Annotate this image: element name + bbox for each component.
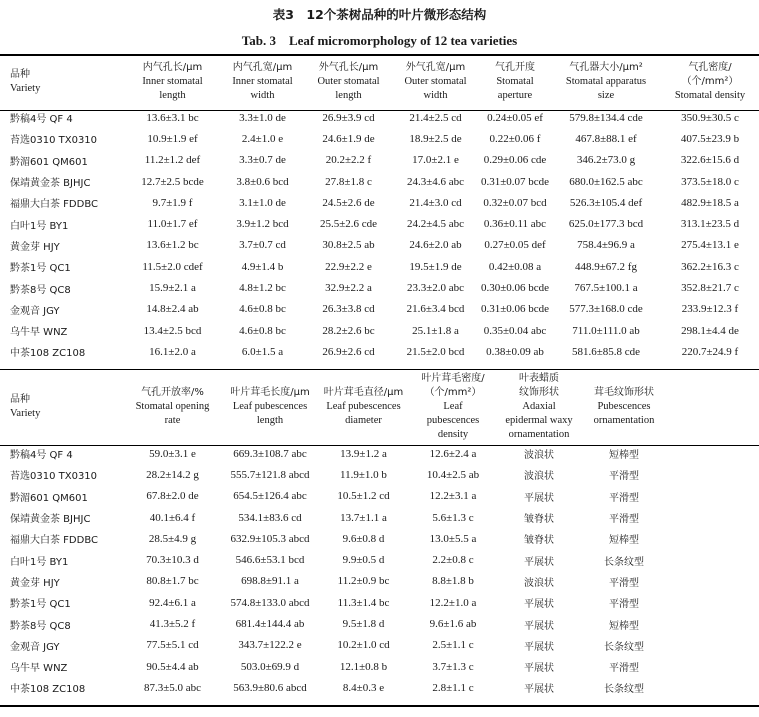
value-cell: 平滑型	[609, 514, 639, 526]
variety-cell: 苔选0310 TX0310	[10, 471, 98, 483]
table-row	[0, 128, 759, 149]
header-inner-stomatal-width: 内气孔宽/μm Inner stomatal width	[232, 61, 293, 101]
table-row	[0, 656, 759, 677]
table-row	[0, 571, 759, 592]
variety-cell: 黔茶8号 QC8	[10, 284, 71, 296]
value-cell: 10.2±1.0 cd	[337, 639, 390, 652]
value-cell: 32.9±2.2 a	[325, 282, 372, 295]
spacer-cell	[669, 486, 759, 507]
value-cell: 13.7±1.1 a	[340, 511, 387, 524]
value-cell: 13.0±5.5 a	[429, 532, 477, 545]
value-cell: 0.38±0.09 ab	[486, 345, 544, 358]
variety-cell: 保靖黄金茶 BJHJC	[10, 178, 91, 190]
table-row	[0, 507, 759, 528]
value-cell: 758.4±96.9 a	[577, 239, 635, 252]
spacer-cell	[669, 656, 759, 677]
spacer-cell	[669, 549, 759, 570]
value-cell: 波浪状	[524, 450, 554, 462]
value-cell: 14.8±2.4 ab	[146, 303, 199, 316]
value-cell: 6.0±1.5 a	[241, 345, 284, 358]
value-cell: 233.9±12.3 f	[681, 303, 739, 316]
value-cell: 0.27±0.05 def	[484, 239, 546, 252]
value-cell: 10.5±1.2 cd	[337, 490, 390, 503]
value-cell: 波浪状	[524, 577, 554, 589]
table-caption-cn: 表3 12个茶树品种的叶片微形态结构	[272, 7, 487, 22]
table-row	[0, 592, 759, 613]
value-cell: 625.0±177.3 bcd	[568, 218, 644, 231]
value-cell: 0.32±0.07 bcd	[483, 196, 547, 209]
header-variety: 品种 Variety	[10, 68, 41, 94]
value-cell: 25.5±2.6 cde	[319, 218, 378, 231]
value-cell: 长条纹型	[604, 641, 644, 653]
value-cell: 70.3±10.3 d	[146, 554, 199, 567]
value-cell: 11.2±0.9 bc	[337, 575, 390, 588]
value-cell: 563.9±80.6 abcd	[233, 681, 307, 694]
value-cell: 短棒型	[609, 535, 639, 547]
value-cell: 25.1±1.8 a	[412, 324, 459, 337]
value-cell: 362.2±16.3 c	[681, 260, 739, 273]
header-variety-2: 品种 Variety	[10, 394, 41, 419]
value-cell: 2.2±0.8 c	[432, 554, 474, 567]
value-cell: 17.0±2.1 e	[412, 154, 459, 167]
table-row	[0, 150, 759, 171]
value-cell: 343.7±122.2 e	[238, 639, 302, 652]
header-pubescence-density: 叶片茸毛密度/ （个/mm²） Leaf pubescences density	[421, 373, 485, 440]
value-cell: 平展状	[524, 663, 554, 675]
value-cell: 220.7±24.9 f	[681, 345, 739, 358]
table-row	[0, 443, 759, 464]
value-cell: 8.8±1.8 b	[432, 575, 474, 588]
value-cell: 26.9±3.9 cd	[322, 111, 375, 124]
value-cell: 0.29±0.06 cde	[483, 154, 547, 167]
value-cell: 579.8±134.4 cde	[569, 111, 643, 124]
stomatal-table-body	[0, 107, 759, 363]
value-cell: 22.9±2.2 e	[325, 260, 372, 273]
value-cell: 67.8±2.0 de	[146, 490, 199, 503]
table-row	[0, 235, 759, 256]
value-cell: 28.2±2.6 bc	[322, 324, 375, 337]
value-cell: 59.0±3.1 e	[149, 447, 196, 460]
table-row	[0, 549, 759, 570]
table-row	[0, 277, 759, 298]
value-cell: 0.31±0.06 bcde	[480, 303, 550, 316]
value-cell: 短棒型	[609, 450, 639, 462]
value-cell: 平展状	[524, 492, 554, 504]
value-cell: 13.4±2.5 bcd	[143, 324, 202, 337]
header-rule-2	[0, 445, 759, 446]
value-cell: 平滑型	[609, 471, 639, 483]
value-cell: 4.8±1.2 bc	[239, 282, 286, 295]
value-cell: 632.9±105.3 abcd	[230, 532, 310, 545]
value-cell: 503.0±69.9 d	[240, 660, 300, 673]
value-cell: 13.9±1.2 a	[340, 447, 387, 460]
value-cell: 448.9±67.2 fg	[575, 260, 637, 273]
value-cell: 皱脊状	[524, 535, 554, 547]
spacer-cell	[669, 464, 759, 485]
value-cell: 0.30±0.06 bcde	[480, 282, 550, 295]
header-stomatal-density: 气孔密度/ （个/mm²） Stomatal density	[674, 61, 746, 101]
value-cell: 28.2±14.2 g	[146, 468, 199, 481]
value-cell: 3.1±1.0 de	[239, 196, 286, 209]
header-pubescence-length: 叶片茸毛长度/μm Leaf pubescences length	[230, 387, 310, 426]
value-cell: 13.6±3.1 bc	[146, 111, 199, 124]
bottom-rule	[0, 705, 759, 707]
spacer-cell	[669, 507, 759, 528]
spacer-cell	[669, 571, 759, 592]
value-cell: 10.9±1.9 ef	[147, 132, 198, 145]
value-cell: 41.3±5.2 f	[149, 618, 196, 631]
value-cell: 30.8±2.5 ab	[322, 239, 375, 252]
header-waxy-ornamentation: 叶表蜡质 纹饰形状 Adaxial epidermal waxy ornamentation	[505, 373, 573, 440]
value-cell: 9.5±1.8 d	[342, 618, 385, 631]
variety-cell: 金观音 JGY	[10, 641, 60, 653]
value-cell: 12.7±2.5 bcde	[141, 175, 204, 188]
value-cell: 3.3±1.0 de	[239, 111, 286, 124]
value-cell: 322.6±15.6 d	[680, 154, 740, 167]
pubescence-table	[0, 371, 759, 699]
value-cell: 534.1±83.6 cd	[238, 511, 302, 524]
table-row	[0, 299, 759, 320]
value-cell: 4.6±0.8 bc	[239, 324, 286, 337]
variety-cell: 福鼎大白茶 FDDBC	[10, 199, 98, 211]
spacer-cell	[669, 635, 759, 656]
value-cell: 23.3±2.0 abc	[406, 282, 465, 295]
spacer-cell	[669, 677, 759, 698]
value-cell: 555.7±121.8 abcd	[230, 468, 310, 481]
table-row	[0, 635, 759, 656]
value-cell: 26.9±2.6 cd	[322, 345, 375, 358]
spacer-cell	[669, 592, 759, 613]
value-cell: 767.5±100.1 a	[574, 282, 638, 295]
value-cell: 平滑型	[609, 577, 639, 589]
variety-cell: 白叶1号 BY1	[10, 220, 69, 232]
variety-cell: 苔选0310 TX0310	[10, 135, 98, 147]
table-row	[0, 464, 759, 485]
value-cell: 680.0±162.5 abc	[569, 175, 643, 188]
value-cell: 长条纹型	[604, 684, 644, 696]
value-cell: 平展状	[524, 620, 554, 632]
value-cell: 346.2±73.0 g	[576, 154, 636, 167]
value-cell: 3.9±1.2 bcd	[236, 218, 289, 231]
value-cell: 711.0±111.0 ab	[572, 324, 640, 337]
value-cell: 654.5±126.4 abc	[233, 490, 307, 503]
value-cell: 12.6±2.4 a	[429, 447, 477, 460]
value-cell: 11.0±1.7 ef	[147, 218, 198, 231]
value-cell: 平展状	[524, 599, 554, 611]
value-cell: 90.5±4.4 ab	[146, 660, 199, 673]
table-row	[0, 677, 759, 698]
value-cell: 9.9±0.5 d	[342, 554, 385, 567]
variety-cell: 福鼎大白茶 FDDBC	[10, 535, 98, 547]
header-stomatal-aperture: 气孔开度 Stomatal aperture	[495, 61, 535, 101]
table-row	[0, 486, 759, 507]
value-cell: 0.22±0.06 f	[489, 132, 541, 145]
header-inner-stomatal-length: 内气孔长/μm Inner stomatal length	[142, 61, 203, 101]
middle-rule	[0, 369, 759, 370]
value-cell: 11.9±1.0 b	[340, 468, 387, 481]
value-cell: 8.4±0.3 e	[342, 681, 385, 694]
value-cell: 546.6±53.1 bcd	[235, 554, 305, 567]
variety-cell: 乌牛早 WNZ	[10, 327, 68, 339]
value-cell: 11.5±2.0 cdef	[142, 260, 203, 273]
value-cell: 24.6±2.0 ab	[409, 239, 462, 252]
variety-cell: 黔湄601 QM601	[10, 492, 88, 504]
value-cell: 21.4±3.0 cd	[409, 196, 462, 209]
value-cell: 12.1±0.8 b	[339, 660, 388, 673]
value-cell: 3.3±0.7 de	[239, 154, 286, 167]
variety-cell: 黔茶1号 QC1	[10, 263, 71, 275]
value-cell: 4.6±0.8 bc	[239, 303, 286, 316]
value-cell: 26.3±3.8 cd	[322, 303, 375, 316]
value-cell: 平滑型	[609, 663, 639, 675]
value-cell: 长条纹型	[604, 556, 644, 568]
value-cell: 10.4±2.5 ab	[426, 468, 480, 481]
value-cell: 0.31±0.07 bcde	[480, 175, 550, 188]
value-cell: 短棒型	[609, 620, 639, 632]
variety-cell: 保靖黄金茶 BJHJC	[10, 514, 91, 526]
value-cell: 0.35±0.04 abc	[483, 324, 547, 337]
variety-cell: 黔稿4号 QF 4	[10, 114, 73, 126]
value-cell: 24.6±1.9 de	[322, 132, 375, 145]
value-cell: 77.5±5.1 cd	[146, 639, 199, 652]
value-cell: 526.3±105.4 def	[569, 196, 643, 209]
table-row	[0, 613, 759, 634]
value-cell: 波浪状	[524, 471, 554, 483]
value-cell: 275.4±13.1 e	[681, 239, 739, 252]
value-cell: 5.6±1.3 c	[432, 511, 474, 524]
value-cell: 581.6±85.8 cde	[571, 345, 641, 358]
value-cell: 3.7±0.7 cd	[239, 239, 286, 252]
variety-cell: 白叶1号 BY1	[10, 556, 69, 568]
value-cell: 80.8±1.7 bc	[146, 575, 199, 588]
table-row	[0, 171, 759, 192]
variety-cell: 金观音 JGY	[10, 305, 60, 317]
header-pubescence-ornamentation: 茸毛纹饰形状 Pubescences ornamentation	[593, 387, 655, 426]
variety-cell: 黔湄601 QM601	[10, 156, 88, 168]
spacer-cell	[669, 528, 759, 549]
table-row	[0, 256, 759, 277]
variety-cell: 黄金芽 HJY	[10, 577, 60, 589]
value-cell: 平滑型	[609, 492, 639, 504]
value-cell: 9.7±1.9 f	[152, 196, 193, 209]
value-cell: 2.4±1.0 e	[241, 132, 284, 145]
value-cell: 12.2±1.0 a	[429, 596, 477, 609]
header-outer-stomatal-width: 外气孔宽/μm Outer stomatal width	[404, 61, 467, 101]
value-cell: 2.8±1.1 c	[432, 681, 474, 694]
header-pubescence-diameter: 叶片茸毛直径/μm Leaf pubescences diameter	[323, 387, 404, 426]
header-stomatal-apparatus-size: 气孔器大小/μm² Stomatal apparatus size	[565, 61, 647, 101]
variety-cell: 黄金芽 HJY	[10, 241, 60, 253]
value-cell: 482.9±18.5 a	[681, 196, 739, 209]
value-cell: 0.24±0.05 ef	[487, 111, 543, 124]
value-cell: 11.2±1.2 def	[144, 154, 201, 167]
value-cell: 4.9±1.4 b	[241, 260, 284, 273]
value-cell: 9.6±0.8 d	[342, 532, 385, 545]
value-cell: 24.3±4.6 abc	[406, 175, 465, 188]
value-cell: 87.3±5.0 abc	[143, 681, 202, 694]
value-cell: 平展状	[524, 641, 554, 653]
value-cell: 28.5±4.9 g	[148, 532, 197, 545]
pubescence-table-body	[0, 443, 759, 699]
value-cell: 698.8±91.1 a	[241, 575, 299, 588]
table-row	[0, 341, 759, 362]
value-cell: 18.9±2.5 de	[409, 132, 462, 145]
variety-cell: 中茶108 ZC108	[10, 684, 86, 696]
variety-cell: 黔稿4号 QF 4	[10, 450, 73, 462]
value-cell: 11.3±1.4 bc	[337, 596, 390, 609]
variety-cell: 中茶108 ZC108	[10, 348, 86, 360]
table-row	[0, 192, 759, 213]
header-rule-1	[0, 110, 759, 111]
value-cell: 平展状	[524, 556, 554, 568]
value-cell: 574.8±133.0 abcd	[230, 596, 310, 609]
table-caption-en: Tab. 3 Leaf micromorphology of 12 tea varieties	[241, 33, 518, 48]
value-cell: 21.5±2.0 bcd	[406, 345, 465, 358]
value-cell: 27.8±1.8 c	[325, 175, 372, 188]
value-cell: 352.8±21.7 c	[681, 282, 739, 295]
value-cell: 16.1±2.0 a	[149, 345, 196, 358]
value-cell: 350.9±30.5 c	[681, 111, 739, 124]
table-row	[0, 320, 759, 341]
value-cell: 2.5±1.1 c	[432, 639, 474, 652]
value-cell: 681.4±144.4 ab	[235, 618, 305, 631]
value-cell: 313.1±23.5 d	[680, 218, 740, 231]
spacer-cell	[669, 613, 759, 634]
table-row	[0, 528, 759, 549]
value-cell: 9.6±1.6 ab	[429, 618, 477, 631]
value-cell: 20.2±2.2 f	[325, 154, 372, 167]
value-cell: 3.8±0.6 bcd	[236, 175, 289, 188]
value-cell: 21.6±3.4 bcd	[406, 303, 465, 316]
value-cell: 669.3±108.7 abc	[233, 447, 307, 460]
value-cell: 298.1±4.4 de	[681, 324, 739, 337]
header-stomatal-opening-rate: 气孔开放率/% Stomatal opening rate	[135, 387, 210, 426]
value-cell: 40.1±6.4 f	[149, 511, 196, 524]
value-cell: 373.5±18.0 c	[681, 175, 739, 188]
value-cell: 577.3±168.0 cde	[569, 303, 643, 316]
value-cell: 19.5±1.9 de	[409, 260, 462, 273]
header-spacer	[669, 371, 759, 443]
value-cell: 407.5±23.9 b	[680, 132, 740, 145]
value-cell: 15.9±2.1 a	[149, 282, 196, 295]
value-cell: 皱脊状	[524, 514, 554, 526]
variety-cell: 黔茶1号 QC1	[10, 599, 71, 611]
value-cell: 467.8±88.1 ef	[575, 132, 637, 145]
value-cell: 0.42±0.08 a	[488, 260, 542, 273]
table-row	[0, 213, 759, 234]
value-cell: 平滑型	[609, 599, 639, 611]
variety-cell: 黔茶8号 QC8	[10, 620, 71, 632]
value-cell: 3.7±1.3 c	[432, 660, 474, 673]
value-cell: 0.36±0.11 abc	[483, 218, 547, 231]
value-cell: 21.4±2.5 cd	[409, 111, 462, 124]
value-cell: 平展状	[524, 684, 554, 696]
value-cell: 24.2±4.5 abc	[406, 218, 465, 231]
stomatal-table	[0, 56, 759, 363]
value-cell: 12.2±3.1 a	[429, 490, 477, 503]
value-cell: 13.6±1.2 bc	[146, 239, 199, 252]
spacer-cell	[669, 443, 759, 464]
value-cell: 24.5±2.6 de	[322, 196, 375, 209]
variety-cell: 乌牛早 WNZ	[10, 663, 68, 675]
value-cell: 92.4±6.1 a	[149, 596, 196, 609]
header-outer-stomatal-length: 外气孔长/μm Outer stomatal length	[317, 61, 380, 101]
